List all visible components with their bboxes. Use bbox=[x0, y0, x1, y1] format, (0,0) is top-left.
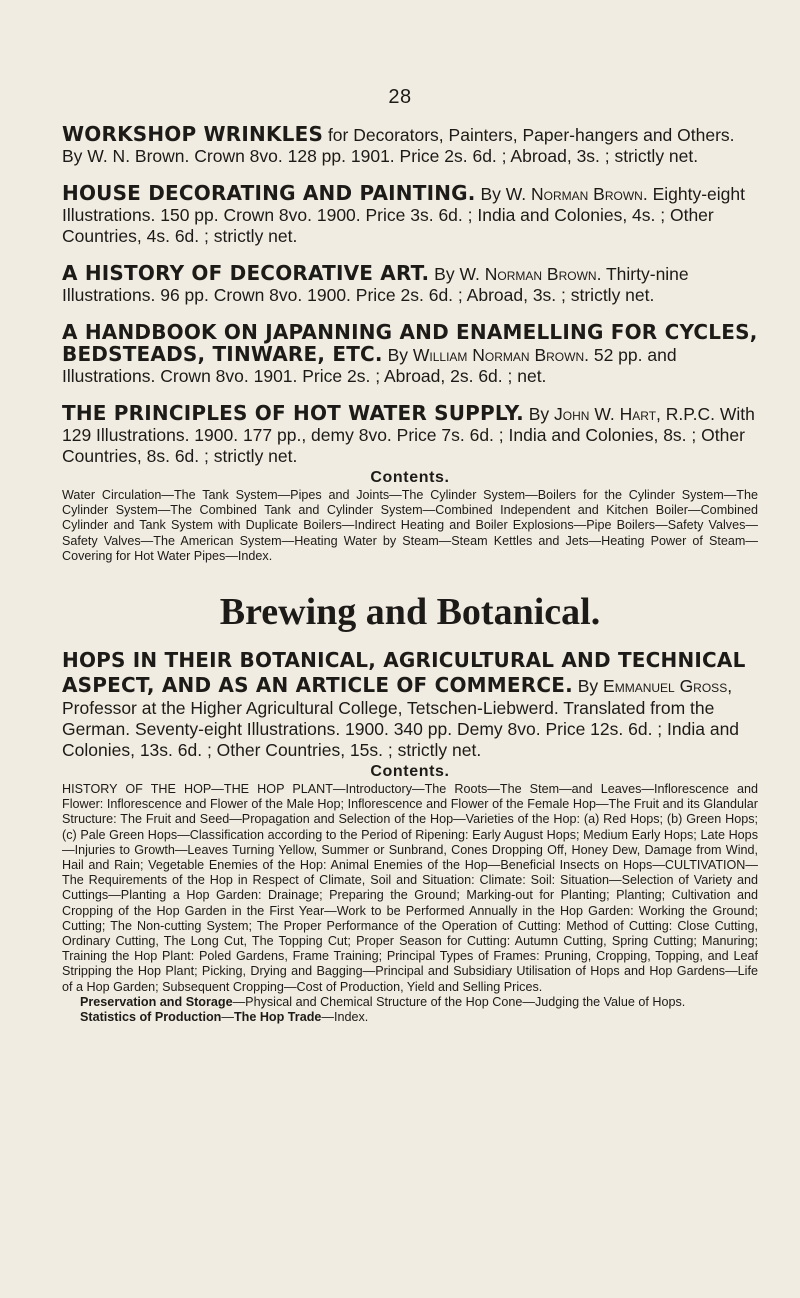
preservation-text: —Physical and Chemical Structure of the Hop Cone—Judging the Value of Hops. bbox=[232, 994, 686, 1009]
book-list bbox=[62, 124, 758, 1025]
preservation-label: Preservation and Storage bbox=[80, 994, 233, 1009]
entry-house-decorating bbox=[62, 183, 758, 247]
entry-by: By bbox=[382, 345, 413, 365]
contents-body bbox=[62, 782, 758, 1025]
entry-by: By W. bbox=[429, 264, 485, 284]
contents-heading: Contents. bbox=[370, 469, 450, 486]
entry-by: By W. bbox=[475, 184, 532, 204]
entry-author: Norman Brown bbox=[484, 264, 597, 284]
entry-title: HOUSE DECORATING AND PAINTING. bbox=[62, 181, 476, 205]
statistics-dash: — bbox=[221, 1010, 234, 1025]
entry-by: By bbox=[572, 676, 604, 697]
entry-hot-water-description bbox=[62, 403, 758, 467]
entry-workshop-wrinkles bbox=[62, 124, 758, 167]
statistics-label: Statistics of Production bbox=[80, 1010, 222, 1025]
section-heading: Brewing and Botanical. bbox=[219, 591, 601, 634]
page-number: 28 bbox=[388, 86, 412, 108]
entry-text: , Professor at the Higher Agricultural College, Tetschen-Liebwerd. Translated from the German. Seventy-eight Illustrations. 1900. 340 pp. Demy 8vo. Price 12s. 6d. ; India and Colonies, 13s. 6d. ; Other Countries, 15s. ; strictly net. bbox=[62, 676, 740, 761]
entry-author: William Norman Brown bbox=[412, 345, 585, 365]
entry-text: . Thirty-nine Illustrations. 96 pp. Crown 8vo. 1900. Price 2s. 6d. ; Abroad, 3s. ; strictly net. bbox=[62, 264, 689, 305]
entry-text: . 52 pp. and Illustrations. Crown 8vo. 1901. Price 2s. ; Abroad, 2s. 6d. ; net. bbox=[62, 345, 677, 386]
entry-text: for Decorators, Painters, Paper-hangers and Others. By W. N. Brown. Crown 8vo. 128 pp. 1901. Price 2s. 6d. ; Abroad, 3s. ; strictly net. bbox=[62, 125, 735, 166]
entry-author: Norman Brown bbox=[531, 184, 643, 204]
entry-hops-description bbox=[62, 648, 758, 761]
entry-history-decorative-art bbox=[62, 263, 758, 306]
entry-hot-water-supply bbox=[62, 403, 758, 564]
contents-main: HISTORY OF THE HOP—THE HOP PLANT—Introductory—The Roots—The Stem—and Leaves—Inflorescence and Flower: Inflorescence and Flower of the Male Hop; Inflorescence and Flower of the Female Hop—The Fruit and its Glandular Structure: The Fruit and Seed—Propagation and Selection of the Hop—Varieties of the Hop: (a) Red Hops; (b) Green Hops; (c) Pale Green Hops—Classification according to the Period of Ripening: Early August Hops; Medium Early Hops; Late Hops—Injuries to Growth—Leaves Turning Yellow, Summer or Sunbrand, Cones Dropping Off, Honey Dew, Damage from Wind, Hail and Rain; Vegetable Enemies of the Hop: Animal Enemies of the Hop—Beneficial Insects on Hops—CULTIVATION—The Requirements of the Hop in Respect of Climate, Soil and Situation: Climate: Soil: Situation—Selection of Variety and Cuttings—Planting a Hop Garden: Drainage; Preparing the Ground; Marking-out for Planting; Planting; Cultivation and Cropping of the Hop Garden in the First Year—Work to be Performed Annually in the Hop Garden: Working the Ground; Cutting; The Non-cutting System; The Proper Performance of the Operation of Cutting: Method of Cutting: Close Cutting, Ordinary Cutting, The Long Cut, The Topping Cut; Proper Season for Cutting: Autumn Cutting, Spring Cutting; Manuring; Training the Hop Plant: Poled Gardens, Frame Training; Principal Types of Frames: Pruning, Cropping, Topping, and Leaf Stripping the Hop Plant; Picking, Drying and Bagging—Principal and Subsidiary Utilisation of Hops and Hop Gardens—Life of a Hop Garden; Subsequent Cropping—Cost of Production, Yield and Selling Prices. bbox=[62, 782, 758, 994]
entry-japanning-handbook bbox=[62, 322, 758, 387]
entry-title: WORKSHOP WRINKLES bbox=[62, 122, 324, 146]
entry-author: John W. Hart, R.P.C. bbox=[554, 404, 716, 424]
contents-body: Water Circulation—The Tank System—Pipes and Joints—The Cylinder System—Boilers for the Cylinder System—The Cylinder System—The Combined Tank and Cylinder System—Combined Independent and Kitchen Boiler—Combined Cylinder and Tank System with Duplicate Boilers—Indirect Heating and Boiler Explosions—Pipe Boilers—Safety Valves—Safety Valves—The American System—Heating Water by Steam—Steam Kettles and Jets—Heating Power of Steam—Covering for Hot Water Pipes—Index. bbox=[62, 488, 758, 563]
entry-hops bbox=[62, 648, 758, 1025]
entry-author: Emmanuel Gross bbox=[603, 676, 728, 697]
entry-text: . Eighty-eight Illustrations. 150 pp. Crown 8vo. 1900. Price 3s. 6d. ; India and Colonies, 4s. ; Other Countries, 4s. 6d. ; strictly net. bbox=[62, 184, 745, 246]
entry-by: By bbox=[523, 404, 555, 424]
contents-heading: Contents. bbox=[370, 763, 450, 781]
entry-title: THE PRINCIPLES OF HOT WATER SUPPLY. bbox=[62, 401, 524, 425]
trade-label: The Hop Trade bbox=[233, 1010, 322, 1025]
statistics-end: —Index. bbox=[321, 1010, 369, 1025]
entry-text: With 129 Illustrations. 1900. 177 pp., demy 8vo. Price 7s. 6d. ; India and Colonies, 8s. ; Other Countries, 8s. 6d. ; strictly net. bbox=[62, 404, 755, 466]
entry-title: A HANDBOOK ON JAPANNING AND ENAMELLING FOR CYCLES, BEDSTEADS, TINWARE, ETC. bbox=[62, 320, 758, 366]
entry-title: HOPS IN THEIR BOTANICAL, AGRICULTURAL AND TECHNICAL ASPECT, AND AS AN ARTICLE OF COMMERCE. bbox=[62, 648, 746, 698]
entry-title: A HISTORY OF DECORATIVE ART. bbox=[62, 261, 430, 285]
